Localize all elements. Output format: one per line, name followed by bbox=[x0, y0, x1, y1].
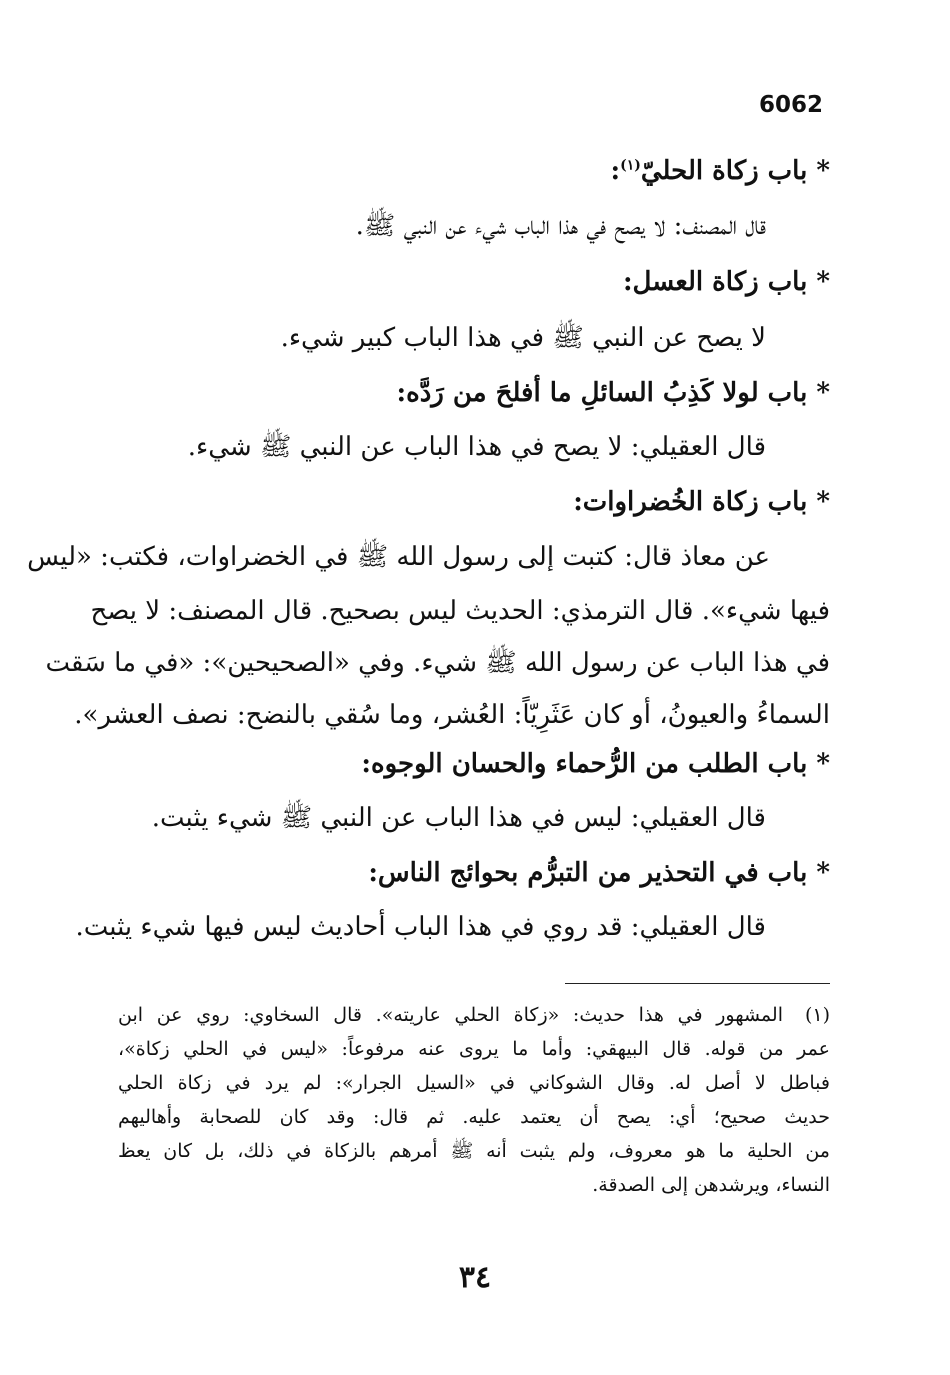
section-heading-asking-merciful bbox=[361, 744, 830, 784]
heading-text: باب الطلب من الرُّحماء والحسان الوجوه: bbox=[361, 749, 808, 779]
statement-line: قال المصنف: لا يصح في هذا الباب شيء عن النبي ﷺ. bbox=[355, 211, 766, 241]
paragraph-line: السماءُ والعيونُ، أو كان عَثَرِيّاً: العُشر، وما سُقي بالنضح: نصف العشر». bbox=[74, 700, 830, 730]
page-id: 6062 bbox=[758, 92, 823, 118]
footnote-line: حديث صحيح؛ أي: يصح أن يعتمد عليه. ثم قال: وقد كان للصحابة وأهاليهم bbox=[118, 1106, 830, 1128]
heading-marker: * bbox=[816, 487, 830, 517]
heading-text: باب زكاة الخُضراوات: bbox=[573, 487, 808, 517]
heading-marker: * bbox=[816, 378, 830, 408]
page-number: ٣٤ bbox=[458, 1260, 492, 1295]
footnote-line: عمر من قوله. قال البيهقي: وأما ما يروى عنه مرفوعاً: «ليس في الحلي زكاة»، bbox=[118, 1038, 830, 1060]
heading-marker: * bbox=[816, 156, 830, 186]
footnote-line: فباطل لا أصل له. وقال الشوكاني في «السيل الجرار»: لم يرد في زكاة الحلي bbox=[118, 1072, 830, 1094]
heading-text: باب لولا كَذِبُ السائلِ ما أفلحَ من رَدَّه: bbox=[396, 378, 808, 408]
section-heading-vegetables-zakat bbox=[573, 482, 830, 522]
paragraph-line: عن معاذ قال: كتبت إلى رسول الله ﷺ في الخضراوات، فكتب: «ليس bbox=[27, 542, 770, 572]
statement-line: قال العقيلي: ليس في هذا الباب عن النبي ﷺ شيء يثبت. bbox=[151, 803, 766, 833]
heading-colon: : bbox=[610, 156, 621, 186]
heading-marker: * bbox=[816, 267, 830, 297]
paragraph-line: فيها شيء». قال الترمذي: الحديث ليس بصحيح. قال المصنف: لا يصح bbox=[90, 596, 830, 626]
footnote-line: من الحلية ما هو معروف، ولم يثبت أنه ﷺ أمرهم بالزكاة في ذلك، بل كان يعظ bbox=[118, 1140, 830, 1162]
footnote-number: (١) bbox=[804, 1004, 830, 1026]
statement-line: لا يصح عن النبي ﷺ في هذا الباب كبير شيء. bbox=[280, 323, 766, 353]
heading-marker: * bbox=[816, 858, 830, 888]
paragraph-line: في هذا الباب عن رسول الله ﷺ شيء. وفي «الصحيحين»: «في ما سَقت bbox=[45, 648, 830, 678]
statement-line: قال العقيلي: قد روي في هذا الباب أحاديث ليس فيها شيء يثبت. bbox=[75, 912, 766, 942]
heading-marker: * bbox=[816, 749, 830, 779]
footnote-reference[interactable]: (١) bbox=[620, 157, 641, 174]
section-heading-honey-zakat bbox=[623, 262, 830, 302]
heading-text: باب زكاة العسل: bbox=[622, 267, 808, 297]
footnote-divider bbox=[565, 983, 830, 984]
section-heading-jewelry-zakat bbox=[611, 151, 831, 191]
statement-line: قال العقيلي: لا يصح في هذا الباب عن النبي ﷺ شيء. bbox=[187, 432, 766, 462]
heading-text: باب في التحذير من التبرُّم بحوائج الناس: bbox=[368, 858, 808, 888]
section-heading-warning bbox=[368, 853, 830, 893]
section-heading-beggar bbox=[396, 373, 830, 413]
footnote-line: النساء، ويرشدهن إلى الصدقة. bbox=[592, 1174, 830, 1196]
footnote-line: المشهور في هذا حديث: «زكاة الحلي عاريته». قال السخاوي: روي عن ابن bbox=[118, 1004, 783, 1026]
heading-text: باب زكاة الحليّ bbox=[640, 156, 808, 186]
